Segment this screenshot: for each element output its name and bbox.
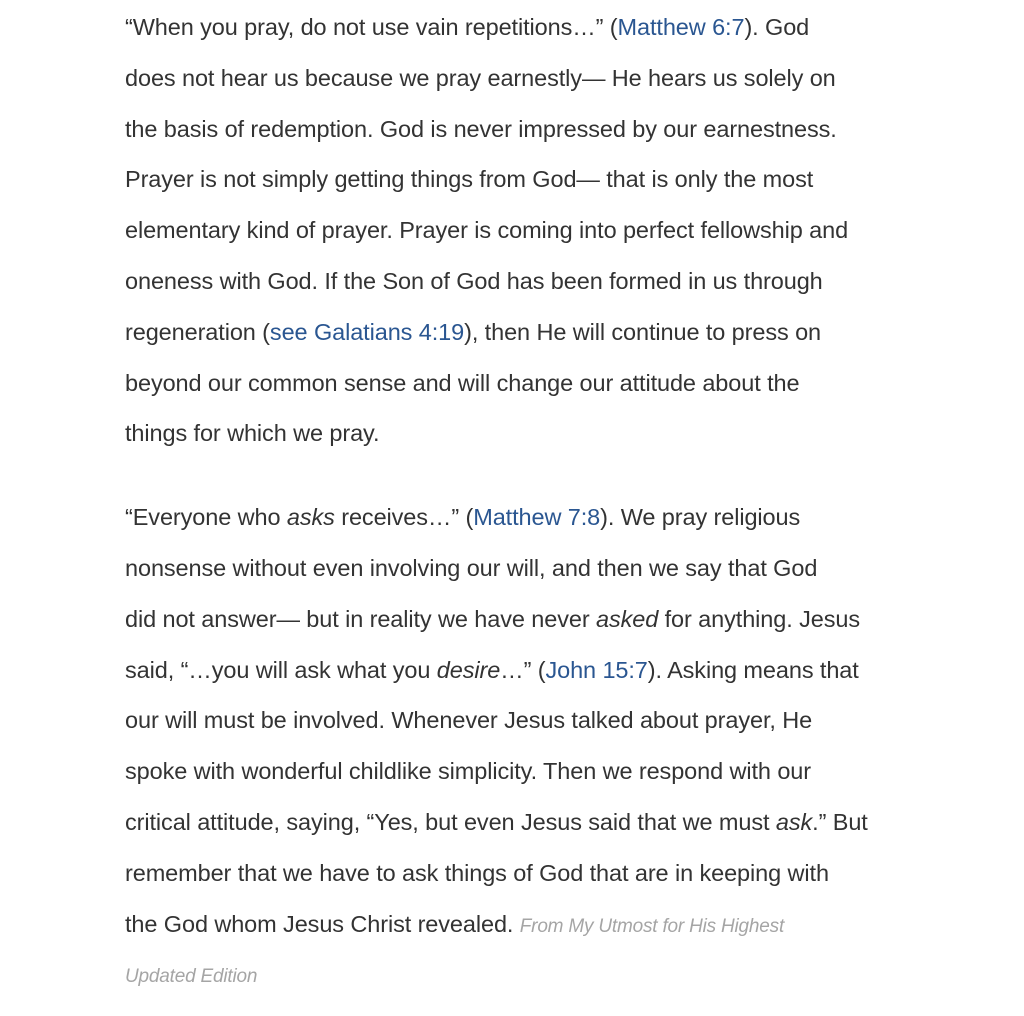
source-attribution-title: From My Utmost for His Highest: [519, 915, 785, 937]
text-line: our will must be involved. Whenever Jesus talked about prayer, He: [125, 707, 813, 734]
text-line: the God whom Jesus Christ revealed. From My Utmost for His Highest: [125, 910, 785, 937]
emphasis-ask: ask: [775, 808, 813, 835]
text-line: spoke with wonderful childlike simplicity. Then we respond with our: [125, 758, 811, 785]
text-line: “Everyone who asks receives…” (Matthew 7:8). We pray religious: [125, 504, 801, 531]
text-line: nonsense without even involving our will, and then we say that God: [125, 554, 818, 581]
text-line: regeneration (see Galatians 4:19), then He will continue to press on: [125, 318, 822, 345]
paragraph-1: [125, 2, 915, 459]
scripture-link-john-15-7[interactable]: John 15:7: [545, 656, 648, 683]
text-line: things for which we pray.: [125, 420, 380, 447]
text-line: does not hear us because we pray earnestly— He hears us solely on: [125, 64, 836, 91]
text-line: said, “…you will ask what you desire…” (John 15:7). Asking means that: [125, 656, 859, 683]
text-line: elementary kind of prayer. Prayer is coming into perfect fellowship and: [125, 217, 849, 244]
scripture-link-matthew-7-8[interactable]: Matthew 7:8: [473, 504, 601, 531]
emphasis-asks: asks: [286, 504, 335, 531]
text-line: remember that we have to ask things of God that are in keeping with: [125, 859, 829, 886]
text-line: beyond our common sense and will change our attitude about the: [125, 369, 800, 396]
text-line: the basis of redemption. God is never impressed by our earnestness.: [125, 115, 837, 142]
text-line: oneness with God. If the Son of God has been formed in us through: [125, 267, 823, 294]
text-line: Prayer is not simply getting things from God— that is only the most: [125, 166, 814, 193]
devotional-article: [125, 2, 915, 1003]
paragraph-2: [125, 492, 915, 1003]
emphasis-asked: asked: [595, 605, 659, 632]
source-attribution-edition: Updated Edition: [125, 966, 258, 988]
text-line: did not answer— but in reality we have never asked for anything. Jesus: [125, 605, 860, 632]
scripture-link-matthew-6-7[interactable]: Matthew 6:7: [617, 14, 745, 40]
text-line: “When you pray, do not use vain repetitions…” (Matthew 6:7). God: [125, 14, 810, 40]
scripture-link-galatians-4-19[interactable]: see Galatians 4:19: [269, 318, 465, 345]
text-line: critical attitude, saying, “Yes, but even Jesus said that we must ask.” But: [125, 808, 868, 835]
emphasis-desire: desire: [436, 656, 501, 683]
